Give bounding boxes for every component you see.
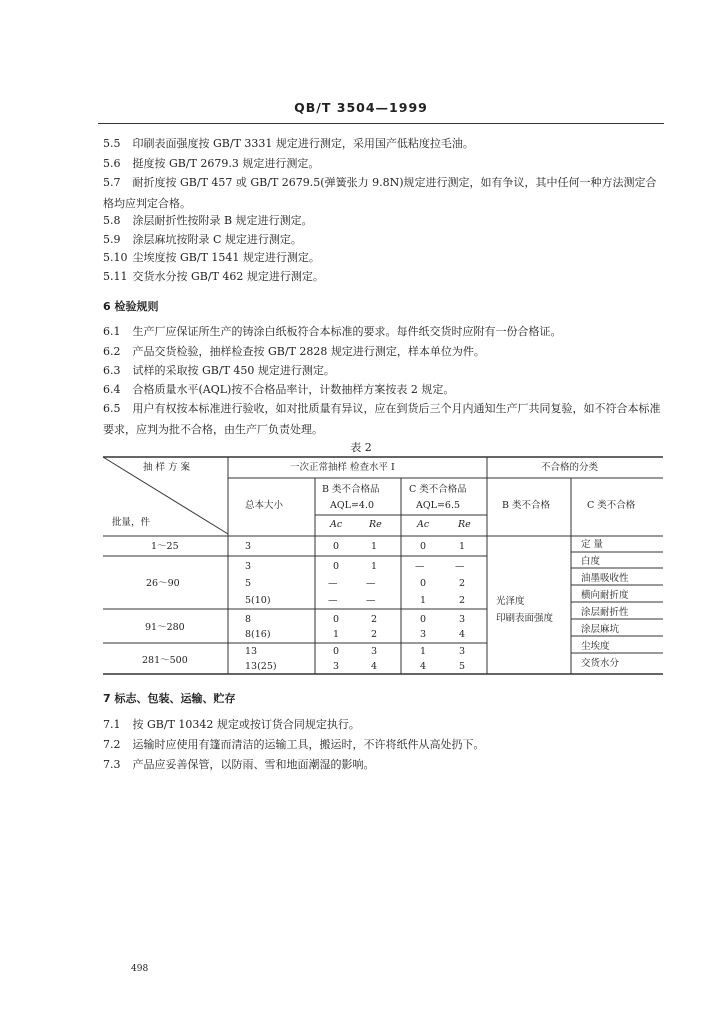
cell-b-re: 2 <box>371 629 378 640</box>
th-plan: 抽 样 方 案 <box>143 462 191 473</box>
cell-c-re: 4 <box>459 629 466 640</box>
c-item: 尘埃度 <box>581 641 610 652</box>
clause-7-2: 7.2 运输时应使用有篷而清洁的运输工具，搬运时，不许将纸件从高处扔下。 <box>103 738 485 751</box>
cell-c-re: 2 <box>459 595 466 606</box>
cell-b-ac: — <box>328 595 338 606</box>
cell-b-re: 1 <box>371 541 378 552</box>
cell-sample-size: 8 <box>245 614 252 625</box>
cell-c-re: 3 <box>459 646 466 657</box>
c-item: 横向耐折度 <box>581 590 629 601</box>
cell-c-ac: 1 <box>420 646 427 657</box>
cell-sample-size: 5 <box>245 578 252 589</box>
th-b-aql: AQL=4.0 <box>330 500 375 511</box>
clause-5-11: 5.11 交货水分按 GB/T 462 规定进行测定。 <box>103 270 324 283</box>
cell-c-ac: 0 <box>420 541 427 552</box>
cell-c-ac: 1 <box>420 595 427 606</box>
b-item: 印刷表面强度 <box>496 613 554 624</box>
clause-6-2: 6.2 产品交货检验，抽样检查按 GB/T 2828 规定进行测定，样本单位为件。 <box>103 345 485 358</box>
clause-6-4: 6.4 合格质量水平(AQL)按不合格品率计，计数抽样方案按表 2 规定。 <box>103 383 455 396</box>
cell-c-re: 5 <box>459 661 466 672</box>
clause-5-10: 5.10 尘埃度按 GB/T 1541 规定进行测定。 <box>103 251 320 264</box>
cell-sample-size: 8(16) <box>245 629 271 640</box>
th-c-class: C 类不合格品 <box>409 484 467 495</box>
cell-sample-size: 3 <box>245 541 252 552</box>
lot-range: 281～500 <box>142 655 188 666</box>
c-item: 交货水分 <box>581 658 620 669</box>
cell-c-ac: 3 <box>420 629 427 640</box>
page-header: QB/T 3504—1999 <box>294 100 428 115</box>
c-item: 涂层耐折性 <box>581 607 629 618</box>
c-item: 油墨吸收性 <box>581 573 629 584</box>
cell-b-re: — <box>366 595 376 606</box>
th-sample-size: 总本大小 <box>245 500 284 511</box>
th-b-class: B 类不合格品 <box>322 484 380 495</box>
lot-range: 1～25 <box>151 541 179 552</box>
clause-5-7: 5.7 耐折度按 GB/T 457 或 GB/T 2679.5(弹簧张力 9.8N)规定进行测定，如有争议，其中任何一种方法测定合格均应判定合格。 <box>103 176 657 210</box>
cell-sample-size: 13 <box>245 646 258 657</box>
clause-6-5: 6.5 用户有权按本标准进行验收，如对批质量有异议，应在到货后三个月内通知生产厂共同复验，如不符合本标准要求，应判为批不合格，由生产厂负责处理。 <box>103 402 661 436</box>
cell-c-re: 2 <box>459 578 466 589</box>
cell-b-ac: 1 <box>333 629 340 640</box>
cell-sample-size: 5(10) <box>245 595 271 606</box>
cell-b-re: — <box>366 578 376 589</box>
cell-c-ac: 4 <box>420 661 427 672</box>
section-7-title: 7 标志、包装、运输、贮存 <box>103 692 236 705</box>
th-c-aql: AQL=6.5 <box>416 500 461 511</box>
cell-c-re: 1 <box>459 541 466 552</box>
lot-range: 26～90 <box>146 578 180 589</box>
section-6-title: 6 检验规则 <box>103 300 159 313</box>
cell-sample-size: 3 <box>245 561 252 572</box>
cell-b-re: 4 <box>371 661 378 672</box>
cell-c-ac: — <box>415 561 425 572</box>
cell-c-ac: 0 <box>420 614 427 625</box>
clause-5-8: 5.8 涂层耐折性按附录 B 规定进行测定。 <box>103 214 313 227</box>
table-caption: 表 2 <box>350 441 372 454</box>
lot-range: 91～280 <box>145 622 185 633</box>
th-lot: 批量，件 <box>112 517 151 528</box>
clause-5-5: 5.5 印刷表面强度按 GB/T 3331 规定进行测定，采用国产低粘度拉毛油。 <box>103 137 474 150</box>
cell-c-ac: 0 <box>420 578 427 589</box>
cell-b-re: 1 <box>371 561 378 572</box>
th-c-re: Re <box>458 519 471 530</box>
cell-b-ac: 0 <box>333 646 340 657</box>
cell-sample-size: 13(25) <box>245 661 277 672</box>
cell-b-re: 2 <box>371 614 378 625</box>
clause-7-3: 7.3 产品应妥善保管，以防雨、雪和地面潮湿的影响。 <box>103 758 375 771</box>
cell-c-re: — <box>455 561 465 572</box>
c-item: 白度 <box>581 556 601 567</box>
page-number: 498 <box>131 964 149 974</box>
cell-b-ac: 0 <box>333 561 340 572</box>
th-sampling: 一次正常抽样 检查水平 I <box>290 462 395 473</box>
cell-b-ac: 3 <box>333 661 340 672</box>
b-item: 光泽度 <box>496 596 525 607</box>
th-c-ac: Ac <box>417 519 430 530</box>
th-c-nc: C 类不合格 <box>587 500 636 511</box>
clause-5-6: 5.6 挺度按 GB/T 2679.3 规定进行测定。 <box>103 157 320 170</box>
clause-6-3: 6.3 试样的采取按 GB/T 450 规定进行测定。 <box>103 364 335 377</box>
clause-5-9: 5.9 涂层麻坑按附录 C 规定进行测定。 <box>103 233 302 246</box>
cell-b-ac: 0 <box>333 541 340 552</box>
cell-b-ac: 0 <box>333 614 340 625</box>
cell-c-re: 3 <box>459 614 466 625</box>
cell-b-ac: — <box>328 578 338 589</box>
th-nonconform: 不合格的分类 <box>541 462 599 473</box>
clause-7-1: 7.1 按 GB/T 10342 规定或按订货合同规定执行。 <box>103 718 360 731</box>
c-item: 涂层麻坑 <box>581 624 620 635</box>
c-item: 定 量 <box>581 539 604 550</box>
th-b-ac: Ac <box>330 519 343 530</box>
clause-6-1: 6.1 生产厂应保证所生产的铸涂白纸板符合本标准的要求。每件纸交货时应附有一份合格证。 <box>103 325 562 338</box>
cell-b-re: 3 <box>371 646 378 657</box>
th-b-nc: B 类不合格 <box>502 500 551 511</box>
th-b-re: Re <box>369 519 382 530</box>
